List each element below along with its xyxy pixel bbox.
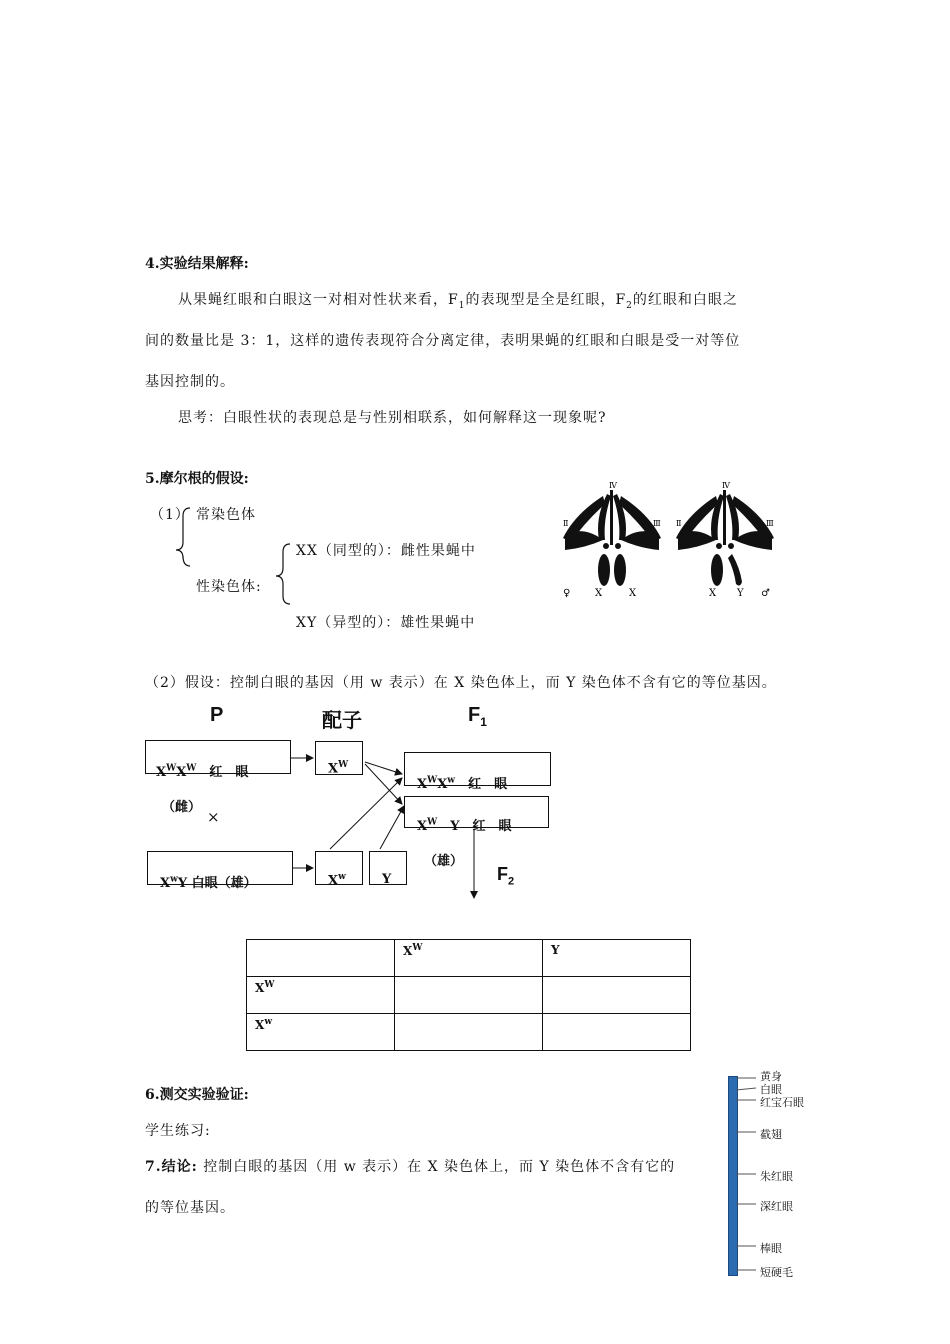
roman-label: Ⅲ (766, 519, 774, 528)
female-symbol: ♀ (563, 588, 571, 599)
sec4-para1: 从果蝇红眼和白眼这一对相对性状来看，$F_1$的表现型是全是红眼，$F_2$的红眼和白眼之 (178, 292, 738, 311)
punnett-table (246, 939, 691, 1051)
f1-label: $F_1$ (468, 704, 487, 729)
f2-label: $F_2$ (497, 864, 515, 888)
f1-female-text: $X^WX^w$ 红 眼 (417, 775, 508, 792)
sec5-heading: 5.摩尔根的假设: (145, 471, 249, 487)
punnett-corner-cell (247, 940, 395, 977)
roman-label: Ⅳ (722, 481, 730, 490)
roman-label: Ⅳ (609, 481, 617, 490)
punnett-cell (395, 977, 543, 1014)
punnett-header-xw: $X^W$ (395, 940, 543, 977)
gene-label: 白眼 (760, 1083, 782, 1096)
sec7-line2: 的等位基因。 (145, 1200, 235, 1216)
gene-label: 朱红眼 (760, 1170, 793, 1183)
punnett-cell (543, 1014, 691, 1051)
xx-label: XX（同型的）：雌性果蝇中 (296, 543, 476, 559)
x-label: X (629, 588, 637, 599)
sec6-practice: 学生练习: (145, 1123, 211, 1139)
f1-male-text: $X^W$ Y 红 眼 (417, 817, 512, 834)
sec4-heading: 4.实验结果解释: (145, 256, 249, 272)
arrow-y-to-f1-male (380, 806, 404, 849)
p-label: P (210, 704, 224, 726)
male-symbol: ♂ (761, 588, 770, 599)
sec7-heading: 7.结论: (145, 1159, 198, 1175)
gene-label: 截翅 (760, 1128, 782, 1141)
hypothesis-text: （2）假设：控制白眼的基因（用 w 表示）在 X 染色体上，而 Y 染色体不含有它的等位基因。 (145, 675, 777, 691)
sec4-para3: 基因控制的。 (145, 374, 235, 390)
punnett-row-xw: $X^W$ (247, 977, 395, 1014)
sec4-para2: 间的数量比是 3：1，这样的遗传表现符合分离定律，表明果蝇的红眼和白眼是受一对等位 (145, 333, 741, 349)
xy-label: XY（异型的）：雄性果蝇中 (296, 615, 476, 631)
punnett-cell (395, 1014, 543, 1051)
gamete-label: 配子 (322, 710, 362, 732)
gene-label: 短硬毛 (760, 1266, 793, 1279)
male-parent-text: $X^wY$ 白眼（雄） (160, 874, 257, 891)
sex-chromosome-label: 性染色体: (196, 579, 262, 595)
sec4-think: 思考：白眼性状的表现总是与性别相联系，如何解释这一现象呢? (178, 410, 607, 426)
item1-number: （1） (150, 507, 190, 523)
gene-label: 黄身 (760, 1070, 782, 1083)
punnett-row-xw-recessive: $X^w$ (247, 1014, 395, 1051)
x-label: X (709, 588, 717, 599)
y-label: Y (737, 588, 744, 599)
sec6-heading: 6.测交实验验证: (145, 1087, 249, 1103)
gamete-y-text: Y (382, 872, 392, 887)
f1-male-sex-label: （雄） (424, 854, 464, 869)
sec7-line1: 7.结论: 控制白眼的基因（用 w 表示）在 X 染色体上，而 Y 染色体不含有它的 (145, 1159, 676, 1175)
gene-ticks (736, 1070, 760, 1280)
punnett-header-y: Y (543, 940, 691, 977)
gene-label: 深红眼 (760, 1200, 793, 1213)
roman-label: Ⅱ (563, 519, 569, 528)
gene-label: 棒眼 (760, 1242, 782, 1255)
autosome-label: 常染色体 (196, 507, 256, 523)
roman-label: Ⅲ (653, 519, 661, 528)
x-label: X (595, 588, 603, 599)
gene-label: 红宝石眼 (760, 1096, 804, 1109)
female-parent-text: $X^WX^W$ 红 眼 (156, 763, 249, 780)
gamete-xw-lower-text: $X^w$ (328, 872, 346, 889)
punnett-cell (543, 977, 691, 1014)
female-sex-label: （雌） (162, 800, 202, 815)
arrow-xw-to-f1-female (330, 778, 402, 849)
roman-label: Ⅱ (676, 519, 682, 528)
arrow-gamete-to-f1-female (365, 762, 402, 774)
cross-symbol: × (207, 808, 220, 826)
gamete-xw-text: $X^W$ (328, 760, 349, 777)
